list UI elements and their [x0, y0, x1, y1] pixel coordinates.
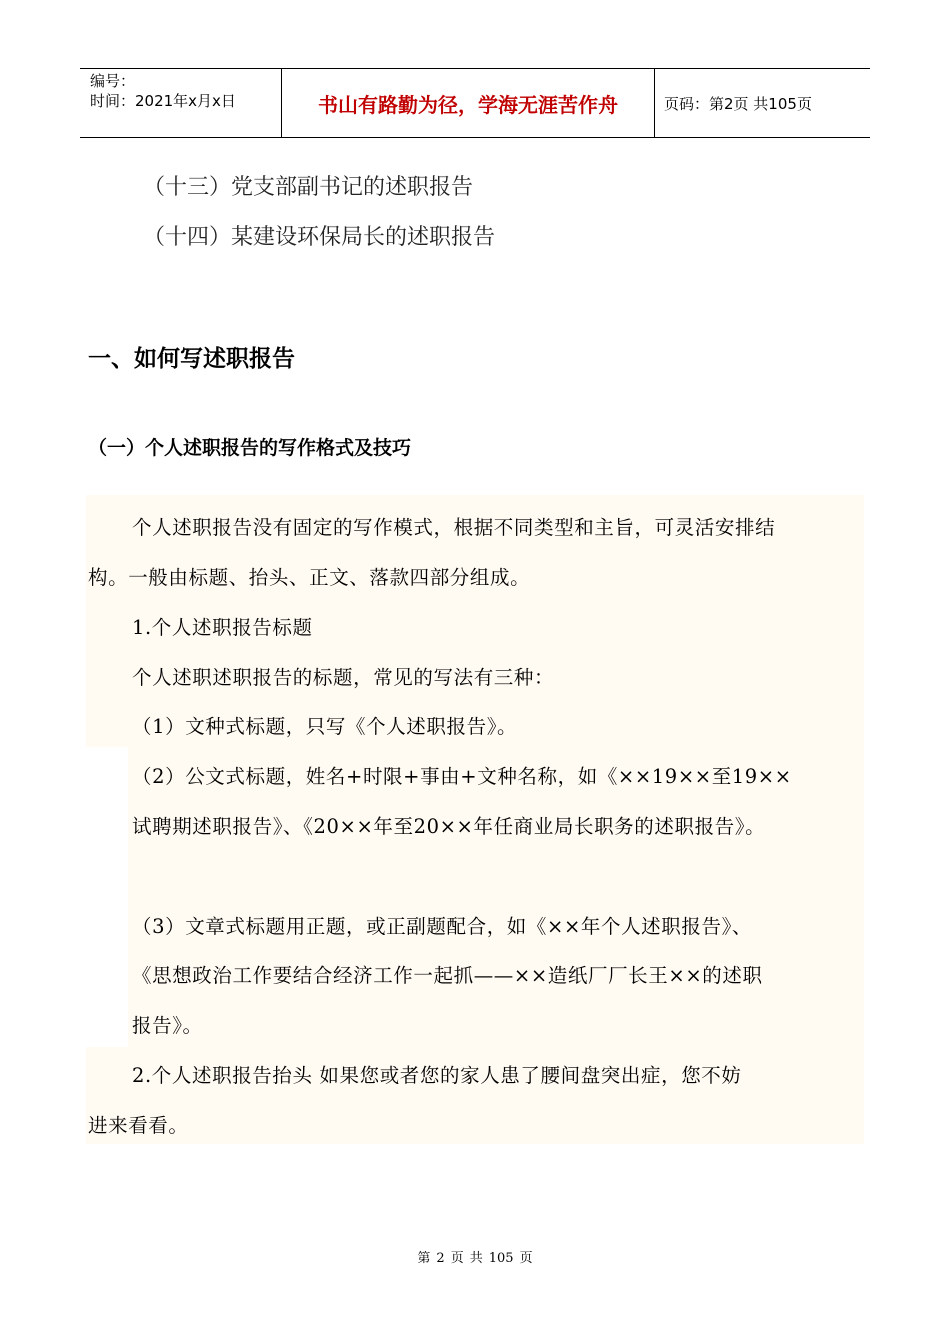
header-page-info: 页码：第2页 共105页 [664, 94, 812, 113]
header-motto: 书山有路勤为径，学海无涯苦作舟 [282, 69, 655, 137]
paragraph-line: 报告》。 [132, 1014, 203, 1037]
footer-word: 页 [450, 1251, 464, 1266]
toc-item-14: （十四）某建设环保局长的述职报告 [143, 225, 496, 250]
paragraph-line: 个人述职述职报告的标题，常见的写法有三种： [132, 666, 555, 689]
number-label: 编号： [90, 72, 136, 90]
paragraph-line: 2.个人述职报告抬头 如果您或者您的家人患了腰间盘突出症，您不妨 [132, 1064, 742, 1087]
paragraph-line: 《思想政治工作要结合经济工作一起抓——××造纸厂厂长王××的述职 [132, 964, 763, 987]
footer-total-pages: 105 [488, 1251, 514, 1266]
shaded-block [128, 747, 864, 1047]
section-heading: 一、如何写述职报告 [88, 346, 295, 372]
footer-word: 页 [519, 1251, 533, 1266]
footer-word: 第 [417, 1251, 431, 1266]
paragraph-line: 进来看看。 [88, 1114, 189, 1137]
paragraph-line: 个人述职报告没有固定的写作模式，根据不同类型和主旨，可灵活安排结 [132, 516, 776, 539]
paragraph-line: 1.个人述职报告标题 [132, 616, 313, 639]
paragraph-line: （3）文章式标题用正题，或正副题配合，如《××年个人述职报告》、 [132, 915, 753, 938]
date-line: 时间：2021年x月x日 [90, 92, 236, 110]
page-header [80, 68, 870, 138]
footer-page-number: 2 [436, 1251, 445, 1266]
paragraph-line: （1）文种式标题，只写《个人述职报告》。 [132, 715, 518, 738]
paragraph-line: 试聘期述职报告》、《20××年至20××年任商业局长职务的述职报告》。 [132, 815, 766, 838]
paragraph-line: （2）公文式标题，姓名+时限+事由+文种名称，如《××19××至19×× [132, 765, 792, 788]
header-meta [80, 69, 282, 137]
subsection-heading: （一）个人述职报告的写作格式及技巧 [88, 437, 412, 459]
paragraph-line: 构。一般由标题、抬头、正文、落款四部分组成。 [88, 566, 531, 589]
toc-item-13: （十三）党支部副书记的述职报告 [143, 175, 474, 200]
page-footer [0, 1247, 950, 1266]
footer-word: 共 [469, 1251, 483, 1266]
